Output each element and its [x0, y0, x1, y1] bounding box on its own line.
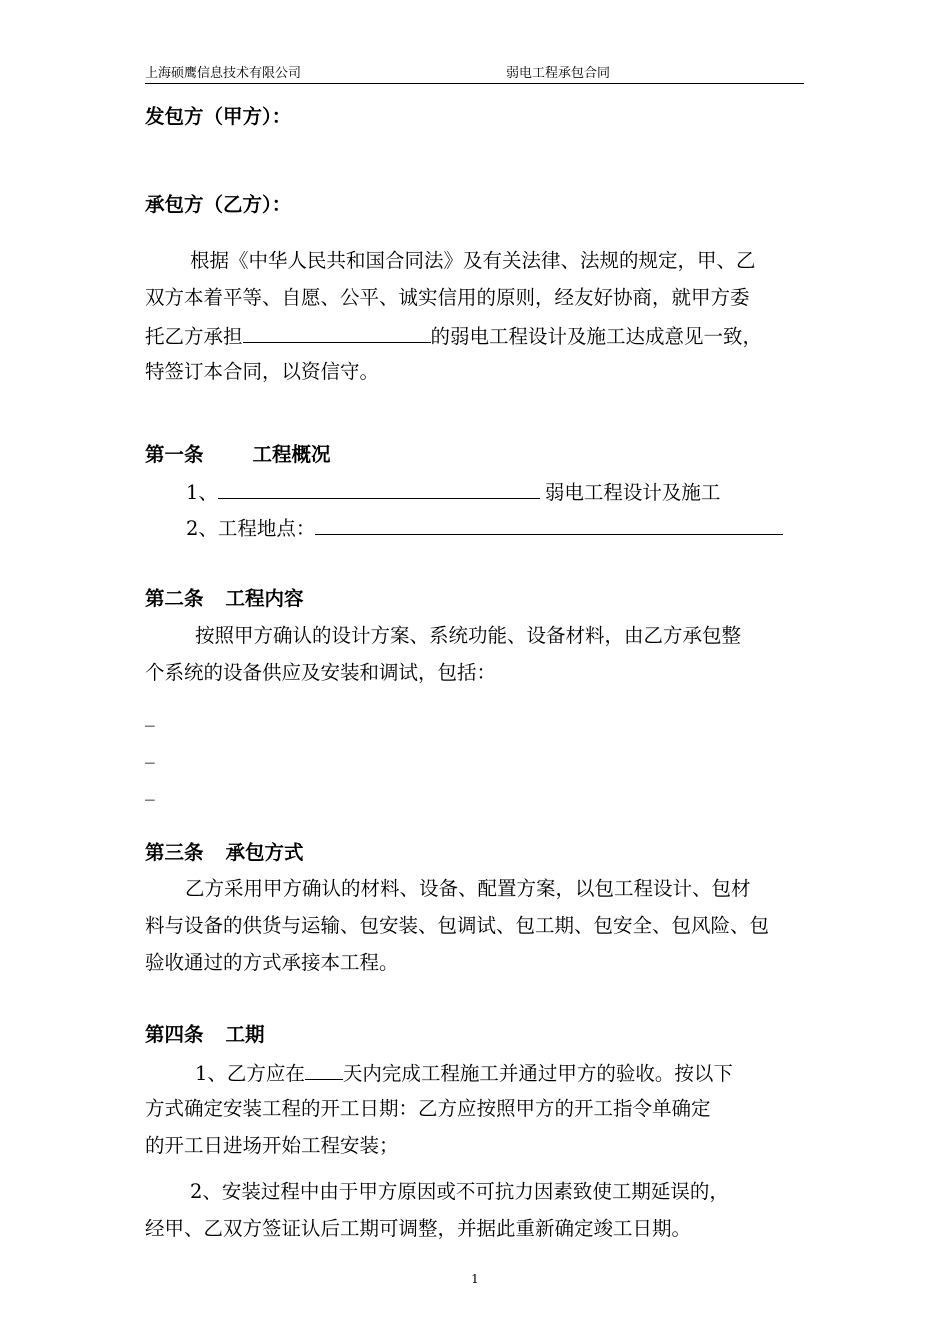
article-2-number: 第二条 [145, 587, 204, 610]
article-1-item-1-pre: 1、 [186, 481, 218, 504]
days-blank[interactable] [305, 1059, 343, 1080]
article-3-line-2: 料与设备的供货与运输、包安装、包调试、包工期、包安全、包风险、包 [145, 914, 770, 937]
article-3-heading [145, 840, 304, 866]
page-number: 1 [471, 1272, 479, 1286]
article-1-item-1-post: 弱电工程设计及施工 [544, 481, 721, 504]
article-4-p1-line-2: 方式确定安装工程的开工日期：乙方应按照甲方的开工指令单确定 [145, 1097, 711, 1120]
project-name-blank[interactable] [243, 322, 431, 343]
article-1-number: 第一条 [145, 443, 204, 466]
intro-line-3-post: 的弱电工程设计及施工达成意见一致， [430, 325, 763, 348]
article-4-p1-line-1 [195, 1059, 733, 1087]
article-2-heading [145, 586, 304, 612]
intro-line-2: 双方本着平等、自愿、公平、诚实信用的原则，经友好协商，就甲方委 [145, 286, 750, 309]
article-3-line-3: 验收通过的方式承接本工程。 [145, 951, 399, 974]
article-4-p2-line-1: 2、安装过程中由于甲方原因或不可抗力因素致使工期延误的， [190, 1180, 729, 1203]
article-1-item-2-pre: 2、工程地点： [186, 517, 316, 540]
article-1-item-2 [186, 514, 783, 542]
article-2-line-1: 按照甲方确认的设计方案、系统功能、设备材料，由乙方承包整 [195, 624, 742, 647]
intro-line-1: 根据《中华人民共和国合同法》及有关法律、法规的规定，甲、乙 [190, 249, 756, 272]
scope-item-blank: _ [145, 704, 155, 727]
intro-line-3-pre: 托乙方承担 [145, 325, 243, 348]
article-2-title: 工程内容 [225, 587, 304, 610]
article-3-line-1: 乙方采用甲方确认的材料、设备、配置方案，以包工程设计、包材 [185, 877, 751, 900]
party-b-label: 承包方（乙方）： [145, 193, 292, 216]
party-a-label: 发包方（甲方）： [145, 105, 292, 128]
article-3-title: 承包方式 [225, 841, 304, 864]
article-3-number: 第三条 [145, 841, 204, 864]
article-4-p1-line-3: 的开工日进场开始工程安装； [145, 1134, 399, 1157]
scope-item-blank: _ [145, 741, 155, 764]
article-4-p2-line-2: 经甲、乙双方签证认后工期可调整，并据此重新确定竣工日期。 [145, 1217, 692, 1240]
article-4-heading [145, 1022, 265, 1048]
article-1-title: 工程概况 [252, 443, 331, 466]
article-4-p1-pre: 1、乙方应在 [195, 1062, 305, 1085]
header-doc-title: 弱电工程承包合同 [506, 66, 611, 81]
article-1-heading [145, 442, 331, 468]
scope-item-blank: _ [145, 778, 155, 801]
intro-line-3 [145, 322, 762, 350]
article-4-title: 工期 [225, 1023, 265, 1046]
site-location-blank[interactable] [315, 514, 783, 535]
article-1-item-1 [186, 478, 720, 506]
project-blank[interactable] [218, 478, 540, 499]
article-4-number: 第四条 [145, 1023, 204, 1046]
article-4-p1-post: 天内完成工程施工并通过甲方的验收。按以下 [342, 1062, 733, 1085]
intro-line-4: 特签订本合同，以资信守。 [145, 360, 380, 383]
header-rule [145, 83, 804, 84]
header-company: 上海硕鹰信息技术有限公司 [145, 66, 302, 81]
article-2-line-2: 个系统的设备供应及安装和调试，包括： [145, 661, 497, 684]
